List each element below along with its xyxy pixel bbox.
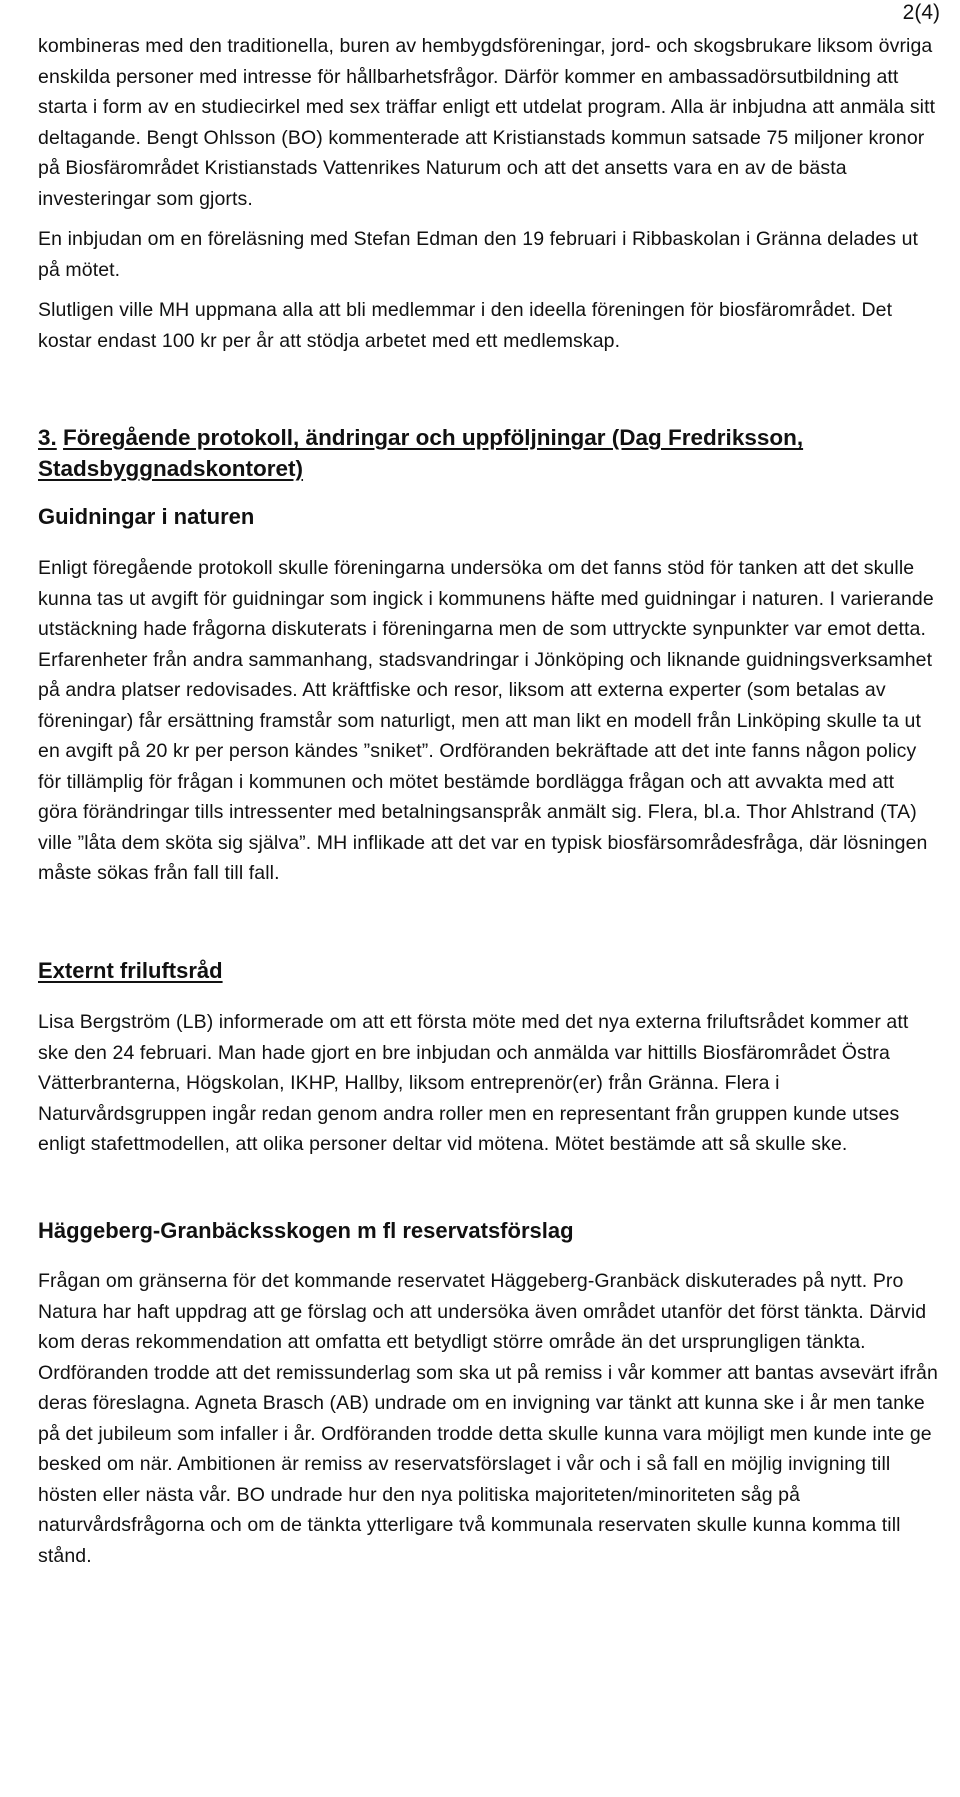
haggeberg-heading: Häggeberg-Granbäcksskogen m fl reservatsförslag bbox=[38, 1218, 574, 1243]
guidningar-heading: Guidningar i naturen bbox=[38, 504, 255, 529]
friluftsrad-heading: Externt friluftsråd bbox=[38, 958, 223, 983]
friluftsrad-text: Lisa Bergström (LB) informerade om att ett första möte med det nya externa friluftsrådet kommer att ske den 24 februari. Man hade gjort en bre inbjudan och anmälda var hittills Biosfärområdet Östra Vätterbranterna, Högskolan, IKHP, Hallby, liksom entreprenör(er) från Gränna. Flera i Naturvårdsgruppen ingår redan genom andra roller men en representant från gruppen kunde utses enligt stafettmodellen, att olika personer deltar vid mötena. Mötet bestämde att så skulle ske. bbox=[38, 1011, 909, 1155]
guidningar-text: Enligt föregående protokoll skulle föreningarna undersöka om det fanns stöd för tanken att det skulle kunna tas ut avgift för guidningar som ingick i kommunens häfte med guidningar i naturen. I varierande utstäckning hade frågorna diskuterats i föreningarna men de som uttryckte synpunkter var emot detta. Erfarenheter från andra sammanhang, stadsvandringar i Jönköping och liknande guidningsverksamhet på andra platser redovisades. Att kräftfiske och resor, liksom att externa experter (som betalas av föreningar) får ersättning framstår som naturligt, men att man likt en modell från Linköping skulle ta ut en avgift på 20 kr per person kändes ”sniket”. Ordföranden bekräftade att det inte fanns någon policy för tillämplig för frågan i kommunen och mötet bestämde bordlägga frågan och att avvakta med att göra förändringar tills intressenter med betalningsanspråk anmält sig. Flera, bl.a. Thor Ahlstrand (TA) ville ”låta dem sköta sig själva”. MH inflikade att det var en typisk biosfärsområdesfråga, där lösningen måste sökas från fall till fall. bbox=[38, 557, 934, 884]
page-number: 2(4) bbox=[902, 1, 940, 24]
guidningar-section bbox=[38, 502, 938, 532]
intro-section bbox=[38, 31, 938, 356]
section-3-heading bbox=[38, 422, 938, 484]
intro-paragraph-2: En inbjudan om en föreläsning med Stefan Edman den 19 februari i Ribbaskolan i Gränna delades ut på mötet. bbox=[38, 228, 919, 281]
section-3-number: 3. bbox=[38, 425, 57, 450]
intro-paragraph-3: Slutligen ville MH uppmana alla att bli medlemmar i den ideella föreningen för biosfärområdet. Det kostar endast 100 kr per år att stödja arbetet med ett medlemskap. bbox=[38, 299, 893, 352]
intro-paragraph-1: kombineras med den traditionella, buren av hembygdsföreningar, jord- och skogsbrukare liksom övriga enskilda personer med intresse för hållbarhetsfrågor. Därför kommer en ambassadörsutbildning att starta i form av en studiecirkel med sex träffar enligt ett utdelat program. Alla är inbjudna att anmäla sitt deltagande. Bengt Ohlsson (BO) kommenterade att Kristianstads kommun satsade 75 miljoner kronor på Biosfärområdet Kristianstads Vattenrikes Naturum och att det ansetts vara en av de bästa investeringar som gjorts. bbox=[38, 35, 936, 210]
haggeberg-section bbox=[38, 1216, 938, 1246]
section-3-title: Föregående protokoll, ändringar och uppföljningar (Dag Fredriksson, Stadsbyggnadskontoret) bbox=[38, 425, 804, 481]
friluftsrad-section bbox=[38, 956, 938, 986]
haggeberg-text: Frågan om gränserna för det kommande reservatet Häggeberg-Granbäck diskuterades på nytt. Pro Natura har haft uppdrag att ge förslag och att undersöka även området utanför det först tänkta. Därvid kom deras rekommendation att omfatta ett betydligt större område än det ursprungligen tänkta. Ordföranden trodde att det remissunderlag som ska ut på remiss i vår kommer att bantas avsevärt ifrån deras föreslagna. Agneta Brasch (AB) undrade om en invigning var tänkt att kunna ske i år men tanke på det jubileum som infaller i år. Ordföranden trodde detta skulle kunna vara möjligt men kunde inte ge besked om när. Ambitionen är remiss av reservatsförslaget i vår och i så fall en möjlig invigning till hösten eller nästa vår. BO undrade hur den nya politiska majoriteten/minoriteten såg på naturvårdsfrågorna och om de tänkta ytterligare två kommunala reservaten skulle kunna komma till stånd. bbox=[38, 1270, 938, 1567]
